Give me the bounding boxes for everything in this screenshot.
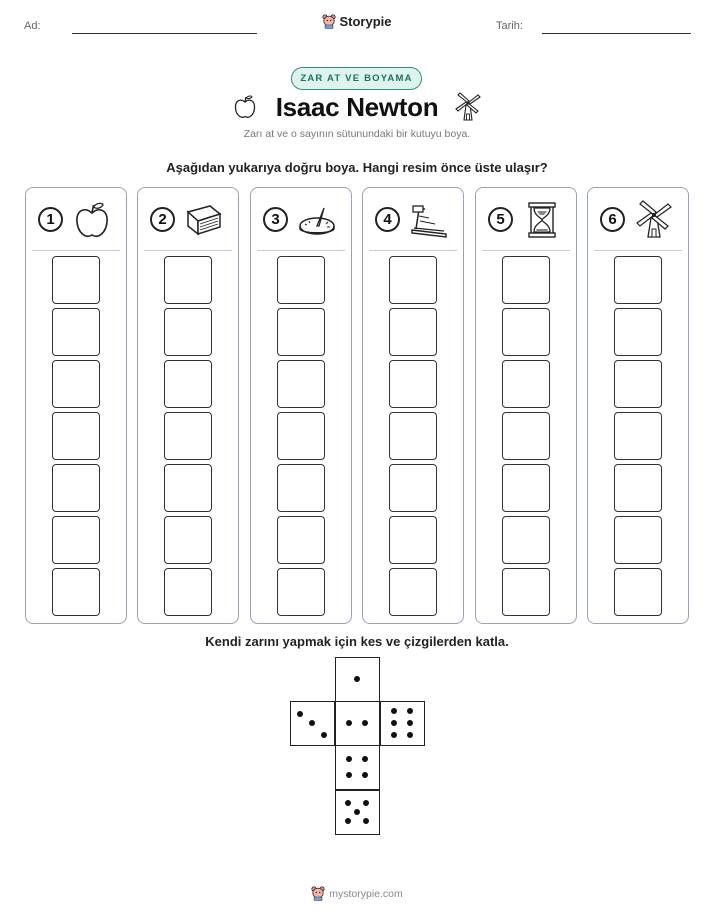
color-box[interactable]	[502, 464, 550, 512]
die-pip	[363, 818, 369, 824]
die-pip	[354, 809, 360, 815]
die-pip	[407, 720, 413, 726]
color-box[interactable]	[164, 464, 212, 512]
color-box[interactable]	[614, 568, 662, 616]
name-label: Ad:	[24, 20, 41, 32]
color-box[interactable]	[164, 568, 212, 616]
column-header	[26, 188, 126, 250]
die-pip	[362, 720, 368, 726]
brand-logo	[0, 14, 714, 34]
color-box[interactable]	[52, 308, 100, 356]
color-box[interactable]	[389, 256, 437, 304]
column-divider	[369, 250, 457, 251]
color-box[interactable]	[614, 256, 662, 304]
die-pip	[362, 772, 368, 778]
color-box[interactable]	[52, 256, 100, 304]
color-box[interactable]	[52, 412, 100, 460]
column-divider	[594, 250, 682, 251]
color-box[interactable]	[502, 256, 550, 304]
color-box[interactable]	[389, 568, 437, 616]
apple-icon	[72, 200, 112, 240]
column-header	[476, 188, 576, 250]
column-number: 2	[150, 207, 175, 232]
column-divider	[482, 250, 570, 251]
windmill-icon	[454, 92, 482, 122]
column-header	[363, 188, 463, 250]
die-pip	[346, 756, 352, 762]
column-header	[588, 188, 688, 250]
color-box[interactable]	[389, 516, 437, 564]
color-box[interactable]	[502, 412, 550, 460]
column-header	[251, 188, 351, 250]
die-pip	[346, 720, 352, 726]
color-box[interactable]	[502, 360, 550, 408]
die-pip	[354, 676, 360, 682]
windmill-icon	[634, 200, 674, 240]
instruction-text: Aşağıdan yukarıya doğru boya. Hangi resim önce üste ulaşır?	[166, 160, 548, 175]
date-label: Tarih:	[496, 20, 523, 32]
color-box[interactable]	[614, 308, 662, 356]
die-pip	[346, 772, 352, 778]
color-box[interactable]	[277, 464, 325, 512]
color-box[interactable]	[389, 360, 437, 408]
die-face-1	[335, 657, 380, 702]
die-pip	[362, 756, 368, 762]
column-number: 3	[263, 207, 288, 232]
color-box[interactable]	[164, 360, 212, 408]
color-box[interactable]	[389, 412, 437, 460]
die-pip	[321, 732, 327, 738]
page-subtitle: Zarı at ve o sayının sütunundaki bir kutuyu boya.	[243, 128, 471, 140]
die-pip	[297, 711, 303, 717]
die-pip	[309, 720, 315, 726]
color-box[interactable]	[164, 308, 212, 356]
bear-icon	[322, 14, 336, 29]
footer	[0, 886, 714, 906]
die-pip	[345, 800, 351, 806]
color-box[interactable]	[614, 516, 662, 564]
color-box[interactable]	[614, 412, 662, 460]
bear-icon	[311, 886, 325, 901]
color-box[interactable]	[502, 308, 550, 356]
die-pip	[391, 732, 397, 738]
color-box[interactable]	[502, 516, 550, 564]
color-box[interactable]	[164, 516, 212, 564]
color-box[interactable]	[614, 360, 662, 408]
color-box[interactable]	[164, 256, 212, 304]
column-6	[587, 187, 689, 624]
color-box[interactable]	[277, 256, 325, 304]
color-box[interactable]	[277, 568, 325, 616]
color-box[interactable]	[52, 360, 100, 408]
column-divider	[257, 250, 345, 251]
footer-url: mystorypie.com	[329, 887, 403, 900]
column-number: 4	[375, 207, 400, 232]
color-box[interactable]	[277, 360, 325, 408]
sundial-icon	[297, 200, 337, 240]
die-pip	[391, 708, 397, 714]
color-box[interactable]	[389, 464, 437, 512]
column-number: 5	[488, 207, 513, 232]
die-pip	[345, 818, 351, 824]
column-number: 6	[600, 207, 625, 232]
color-box[interactable]	[277, 516, 325, 564]
column-1	[25, 187, 127, 624]
column-2	[137, 187, 239, 624]
color-box[interactable]	[277, 308, 325, 356]
die-face-3	[290, 701, 335, 746]
column-4	[362, 187, 464, 624]
color-box[interactable]	[52, 464, 100, 512]
column-divider	[32, 250, 120, 251]
column-divider	[144, 250, 232, 251]
book-icon	[184, 200, 224, 240]
die-pip	[407, 732, 413, 738]
date-line	[542, 33, 691, 34]
column-number: 1	[38, 207, 63, 232]
die-face-2	[335, 701, 380, 746]
page-title: Isaac Newton	[275, 92, 439, 122]
die-face-6	[380, 701, 425, 746]
color-box[interactable]	[277, 412, 325, 460]
column-3	[250, 187, 352, 624]
color-box[interactable]	[164, 412, 212, 460]
column-header	[138, 188, 238, 250]
treadmill-icon	[409, 200, 449, 240]
color-box[interactable]	[389, 308, 437, 356]
brand-name: Storypie	[339, 14, 392, 29]
color-box[interactable]	[52, 516, 100, 564]
die-instruction: Kendi zarını yapmak için kes ve çizgilerden katla.	[205, 634, 509, 649]
die-face-5	[335, 790, 380, 835]
color-box[interactable]	[52, 568, 100, 616]
color-box[interactable]	[614, 464, 662, 512]
die-pip	[391, 720, 397, 726]
color-box[interactable]	[502, 568, 550, 616]
die-pip	[407, 708, 413, 714]
die-face-4	[335, 745, 380, 790]
die-pip	[363, 800, 369, 806]
column-5	[475, 187, 577, 624]
hourglass-icon	[522, 200, 562, 240]
activity-badge: ZAR AT VE BOYAMA	[291, 67, 422, 90]
